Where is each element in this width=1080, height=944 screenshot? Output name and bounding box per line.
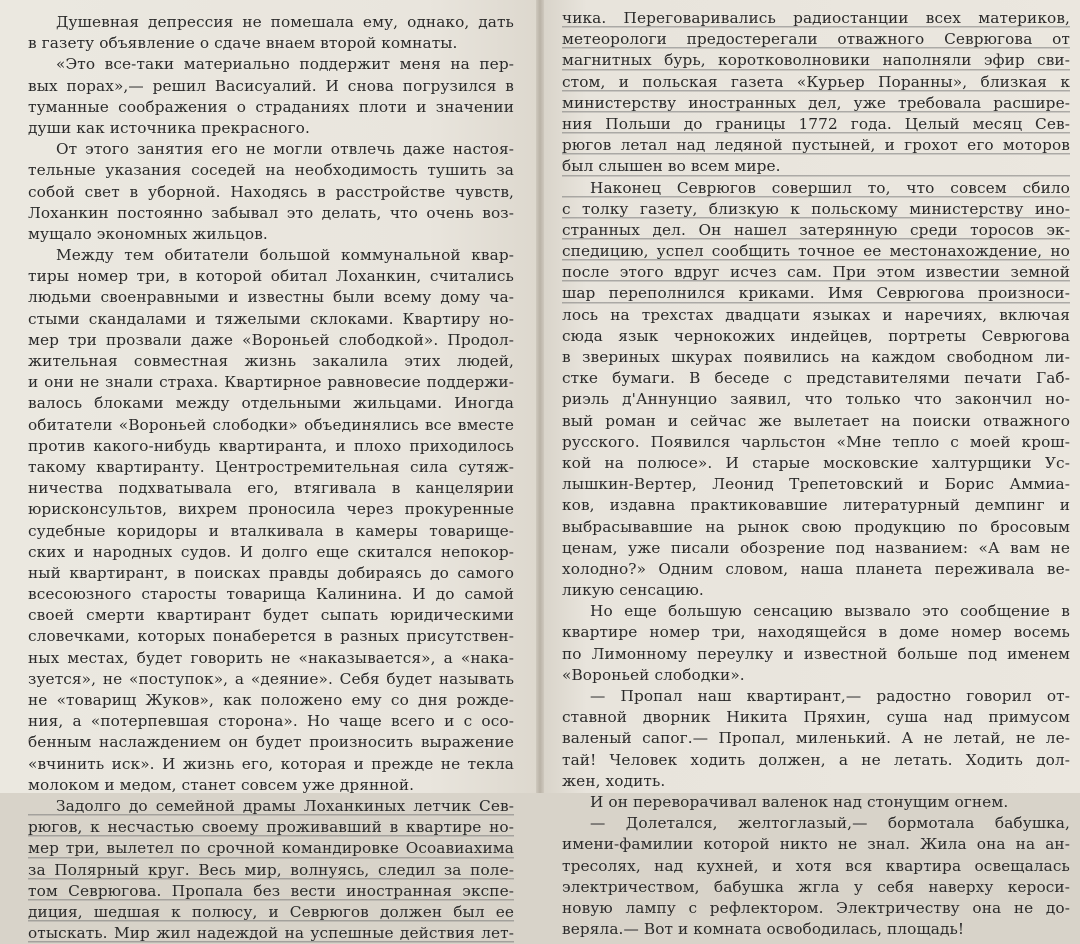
text-line: русского. Появился чарльстон «Мне тепло с моей крош- [562,432,1070,451]
text-line: магнитных бурь, коротковолновики наполняли эфир сви- [562,50,1070,71]
text-line: молоком и медом, станет совсем уже дрянной. [28,775,415,794]
text-line: зуется», не «поступок», а «деяние». Себя будет называть [28,669,514,688]
text-line: Наконец Севрюгов совершил то, что совсем сбило [562,178,1070,199]
text-line: спедицию, успел сообщить точное ее местонахождение, но [562,241,1070,262]
text-line: метеорологи предостерегали отважного Севрюгова от [562,29,1070,50]
text-line: тельные указания соседей на необходимость тушить за [28,161,514,180]
text-line: министерству иностранных дел, уже требовала расшире- [562,93,1070,114]
text-line: Лоханкин постоянно забывал это делать, что очень воз- [28,203,514,222]
text-line: в газету объявление о сдаче внаем второй комнаты. [28,34,458,53]
text-line: был слышен во всем мире. [562,156,1070,177]
text-line: И он переворачивал валенок над стонущим огнем. [590,792,1009,811]
text-line: юрисконсультов, вихрем проносила через прокуренные [28,500,514,519]
text-line: вых порах»,— решил Васисуалий. И снова погрузился в [28,76,514,95]
text-line: Между тем обитатели большой коммунальной квар- [56,246,514,265]
text-line: тресолях, над кухней, и хотя вся квартира освещалась [562,856,1070,875]
text-line: имени-фамилии которой никто не знал. Жила она на ан- [562,835,1070,854]
text-line: том Севрюгова. Пропала без вести иностранная экспе- [28,881,514,902]
text-line: чика. Переговаривались радиостанции всех материков, [562,8,1070,29]
text-line: От этого занятия его не могли отвлечь даже настоя- [56,140,514,159]
text-line: ных местах, будет говорить не «наказывается», а «нака- [28,648,514,667]
text-line: людьми своенравными и известны были всему дому ча- [28,288,514,307]
text-line: ный квартирант, в поисках правды добираясь до самого [28,563,514,582]
text-line: души как источника прекрасного. [28,118,310,137]
text-line: ценам, уже писали обозрение под названием: «А вам не [562,538,1070,557]
text-line: туманные соображения о страданиях плоти и значении [28,97,514,116]
text-line: жен, ходить. [562,771,666,790]
text-line: за Полярный круг. Весь мир, волнуясь, следил за поле- [28,860,514,881]
text-line: мер три, вылетел по срочной командировке Осоавиахима [28,838,514,859]
text-line: после этого вдруг исчез сам. При этом известии земной [562,262,1070,283]
text-line: ничества подхватывала его, втягивала в канцелярии [28,479,514,498]
text-line: Но еще большую сенсацию вызвало это сообщение в [590,602,1070,621]
text-line: против какого-нибудь квартиранта, и плохо приходилось [28,436,514,455]
text-line: веряла.— Вот и комната освободилась, площадь! [562,920,965,939]
text-line: Душевная депрессия не помешала ему, однако, дать [56,13,514,31]
text-line: не «товарищ Жуков», как положено ему со дня рожде- [28,691,514,709]
text-line: бенным наслаждением он будет произносить выражение [28,733,514,752]
text-line: рюгов летал над ледяной пустыней, и грохот его моторов [562,135,1070,156]
text-line: странных дел. Он нашел затерянную среди торосов эк- [562,220,1070,241]
text-line: шар переполнился криками. Имя Севрюгова произноси- [562,283,1070,304]
text-line: новую лампу с рефлектором. Электричеству она не до- [562,898,1070,917]
text-line: валось блоками между отдельными жильцами. Иногда [28,394,514,413]
text-line: тиры номер три, в которой обитал Лоханкин, считались [28,267,514,286]
text-line: Задолго до семейной драмы Лоханкиных летчик Сев- [28,796,514,817]
text-line: тай! Человек ходить должен, а не летать. Ходить дол- [562,750,1070,769]
text-line: всесоюзного старосты товарища Калинина. И до самой [28,585,514,604]
text-line: словечками, которых понаберется в разных присутствен- [28,627,514,646]
text-line: стке бумаги. В беседе с представителями печати Габ- [562,369,1070,388]
text-line: «Вороньей слободки». [562,665,745,684]
text-line: ставной дворник Никита Пряхин, суша над примусом [562,708,1070,727]
right-page [544,0,1080,939]
text-line: квартире номер три, находящейся в доме номер восемь [562,623,1070,642]
text-line: в звериных шкурах появились на каждом свободном ли- [562,348,1070,366]
text-line: сюда язык чернокожих индейцев, портреты Севрюгова [562,326,1070,345]
text-line: стом, и польская газета «Курьер Поранны», близкая к [562,72,1070,93]
text-line: вый роман и сейчас же вылетает на поиски отважного [562,411,1070,430]
text-line: жительная совместная жизнь закалила этих людей, [28,352,514,370]
text-line: лось на трехстах двадцати языках и наречиях, включая [562,305,1070,324]
text-line: холодно?» Одним словом, наша планета переживала ве- [562,559,1070,578]
text-line: судебные коридоры и вталкивала в камеры товарище- [28,521,514,540]
text-line: своей смерти квартирант будет сыпать юридическими [28,606,514,625]
text-line: «Это все-таки материально поддержит меня на пер- [56,55,514,74]
text-line: такому квартиранту. Центростремительная сила сутяж- [28,457,514,476]
text-line: стыми скандалами и тяжелыми склоками. Квартиру но- [28,309,514,328]
text-line: ния Польши до границы 1772 года. Целый месяц Сев- [562,114,1070,135]
text-line: рюгов, к несчастью своему проживавший в квартире но- [28,817,514,838]
text-line: — Долетался, желтоглазый,— бормотала бабушка, [590,814,1070,833]
text-line: и они не знали страха. Квартирное равновесие поддержи- [28,373,514,392]
text-line: риэль д'Аннунцио заявил, что только что закончил но- [562,390,1070,409]
text-line: ния, а «потерпевшая сторона». Но чаще всего и с осо- [28,712,514,731]
text-line: — Пропал наш квартирант,— радостно говорил от- [590,687,1070,705]
text-line: лышкин-Вертер, Леонид Трепетовский и Борис Аммиа- [562,475,1070,494]
text-line: «вчинить иск». И жизнь его, которая и прежде не текла [28,754,514,773]
text-line: мер три прозвали даже «Вороньей слободкой». Продол- [28,330,514,349]
text-line: обитатели «Вороньей слободки» объединялись все вместе [28,415,514,434]
left-page [0,0,536,943]
text-line: ских и народных судов. И долго еще скитался непокор- [28,542,514,561]
text-line: по Лимонному переулку и известной больше под именем [562,644,1070,663]
text-line: собой свет в уборной. Находясь в расстройстве чувств, [28,182,514,201]
text-line: с толку газету, близкую к польскому министерству ино- [562,199,1070,220]
text-line: ликую сенсацию. [562,581,704,600]
text-line: электричеством, бабушка жгла у себя наверху кероси- [562,877,1070,896]
text-line: отыскать. Мир жил надеждой на успешные действия лет- [28,923,514,944]
text-line: кой на полюсе». И старые московские халтурщики Ус- [562,453,1070,472]
text-line: выбрасывавшие на рынок свою продукцию по бросовым [562,517,1070,536]
text-line: ков, издавна практиковавшие литературный демпинг и [562,496,1070,515]
text-line: мущало экономных жильцов. [28,224,268,243]
book-gutter [536,0,544,793]
text-line: валеный сапог.— Пропал, миленький. А не летай, не ле- [562,729,1070,748]
text-line: диция, шедшая к полюсу, и Севрюгов должен был ее [28,902,514,923]
